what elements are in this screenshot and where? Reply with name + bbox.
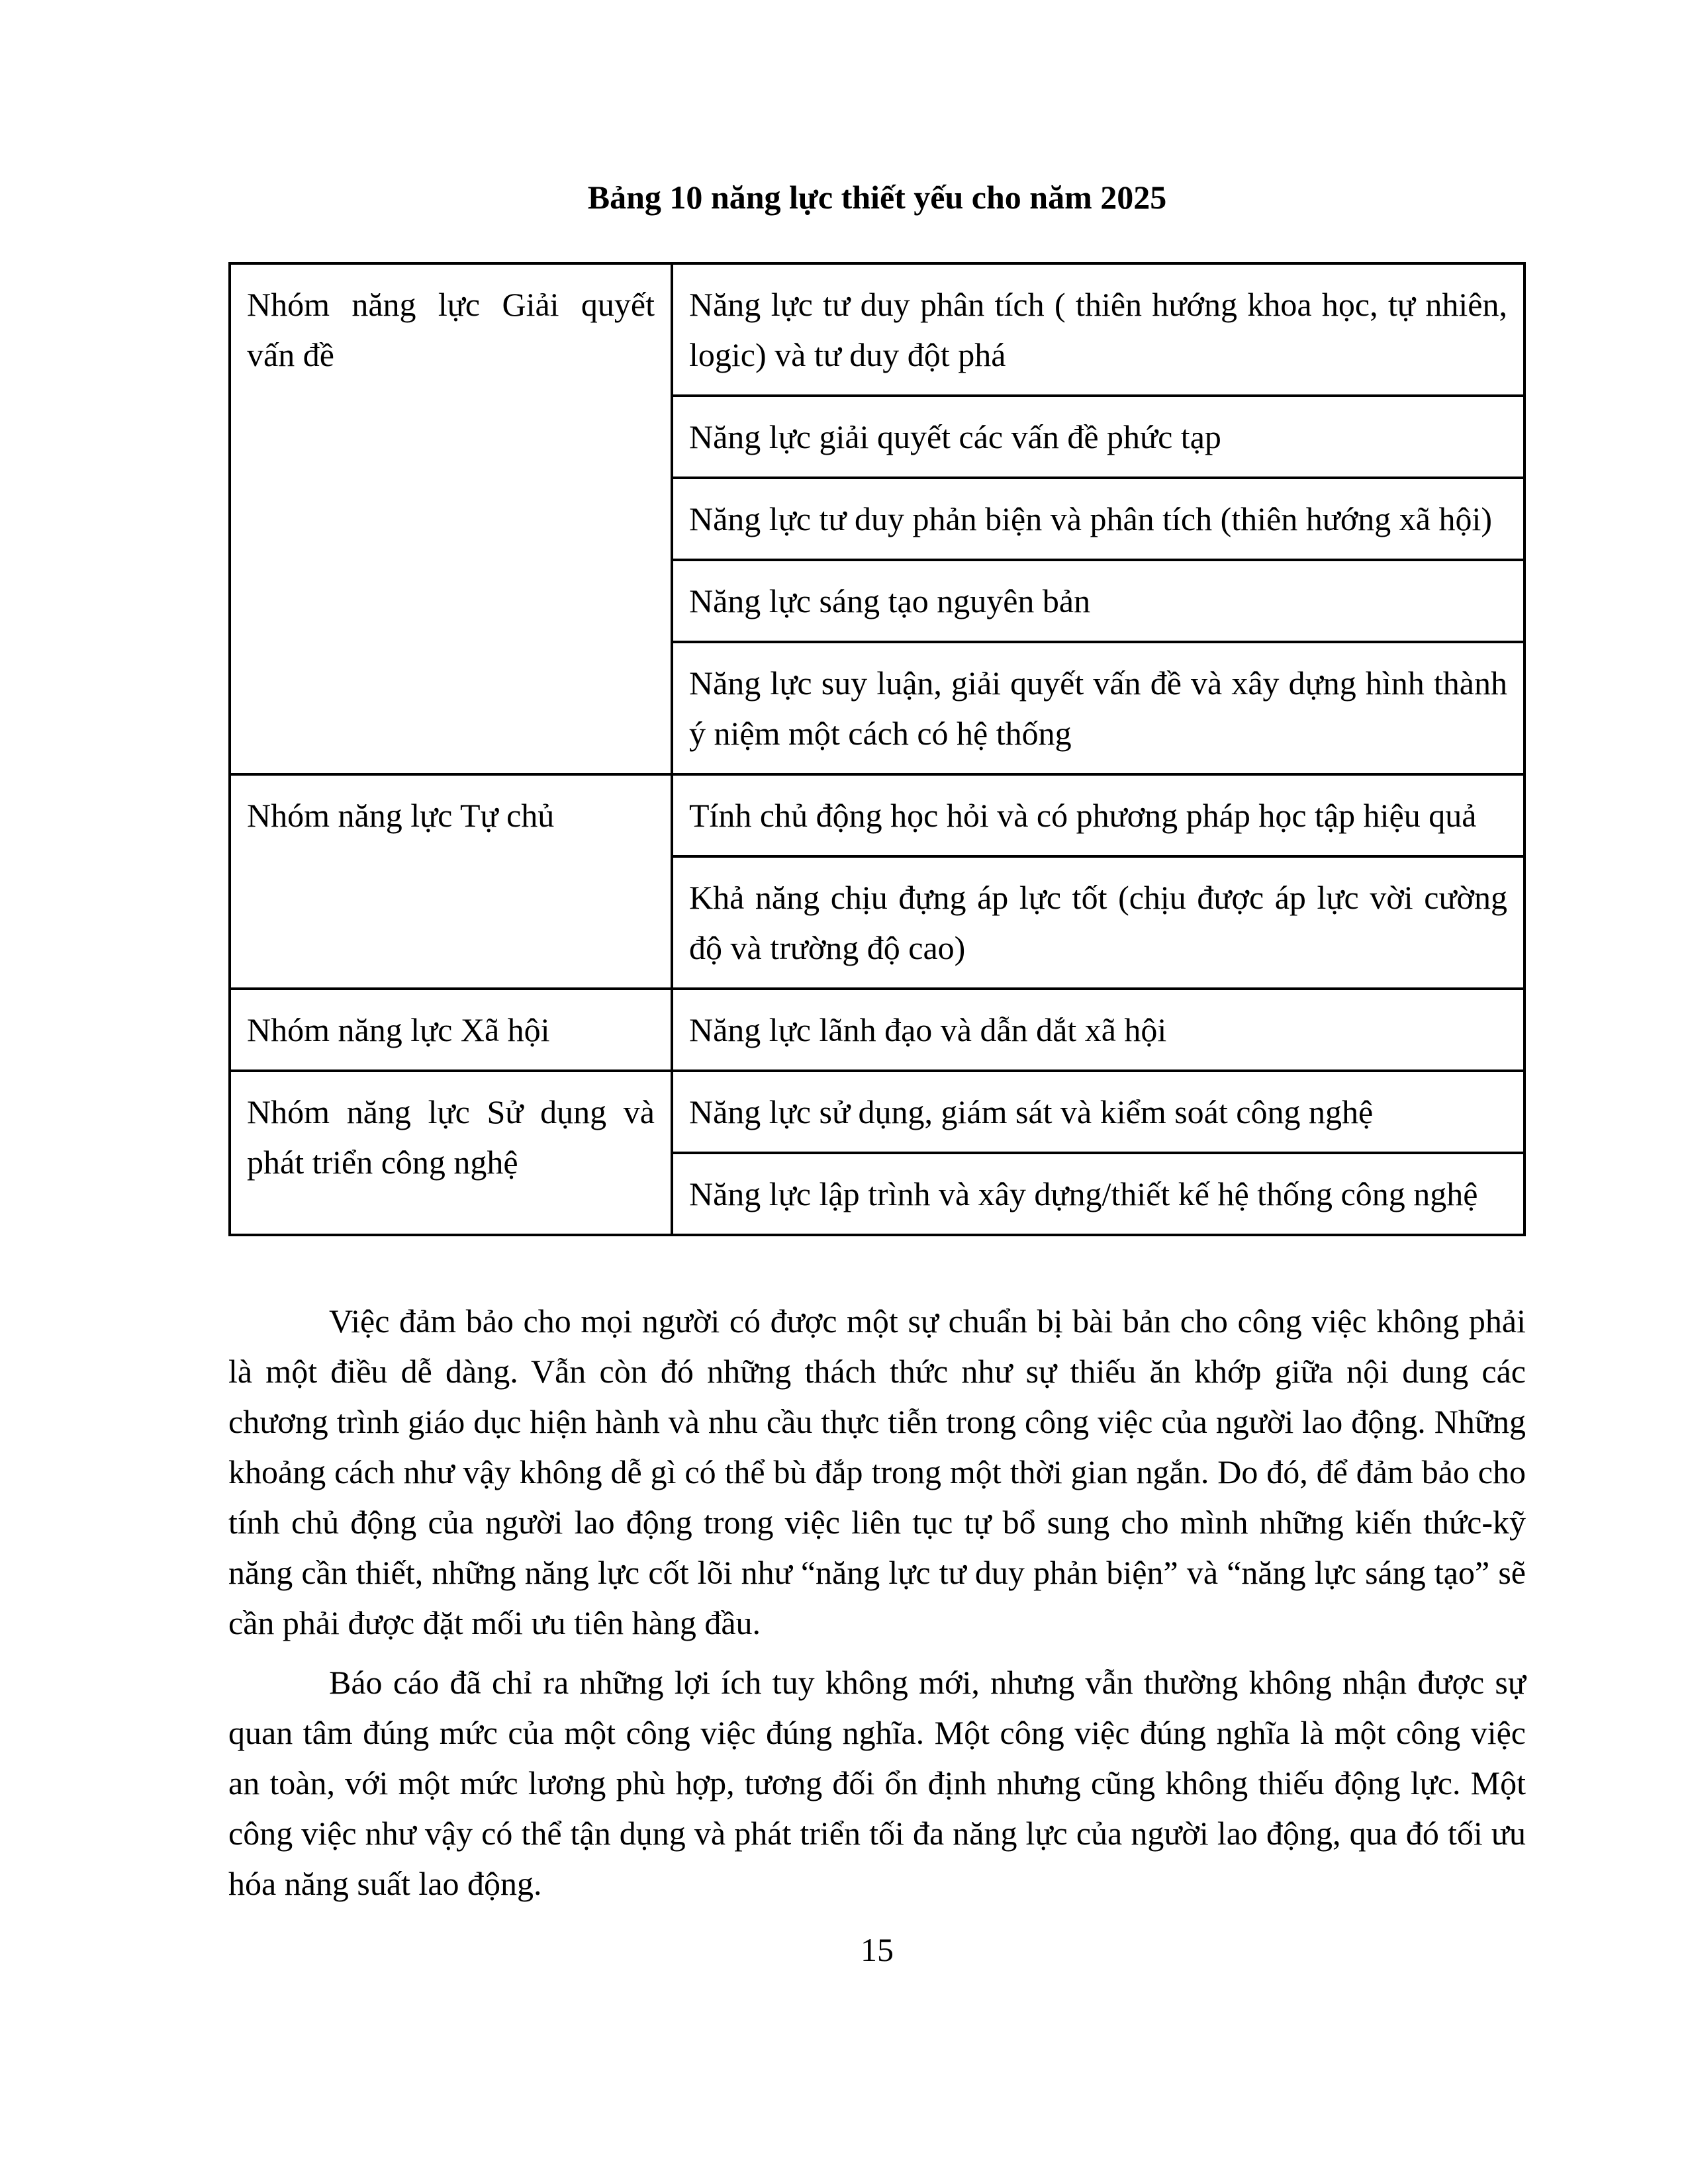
table-row [230,1071,1524,1153]
group-cell-technology: Nhóm năng lực Sử dụng và phát triển công nghệ [230,1071,672,1235]
paragraph-1: Việc đảm bảo cho mọi người có được một sự chuẩn bị bài bản cho công việc không phải là một điều dễ dàng. Vẫn còn đó những thách thức như sự thiếu ăn khớp giữa nội dung các chương trình giáo dục hiện hành và nhu cầu thực tiễn trong công việc của người lao động. Những khoảng cách như vậy không dễ gì có thể bù đắp trong một thời gian ngắn. Do đó, để đảm bảo cho tính chủ động của người lao động trong việc liên tục tự bổ sung cho mình những kiến thức-kỹ năng cần thiết, những năng lực cốt lõi như “năng lực tư duy phản biện” và “năng lực sáng tạo” sẽ cần phải được đặt mối ưu tiên hàng đầu. [228,1302,1526,1641]
group-cell-social: Nhóm năng lực Xã hội [230,989,672,1071]
competency-table [228,262,1526,1236]
body-text [228,1296,1526,1909]
competency-cell: Năng lực sáng tạo nguyên bản [672,560,1524,642]
paragraph-2: Báo cáo đã chỉ ra những lợi ích tuy không mới, nhưng vẫn thường không nhận được sự quan tâm đúng mức của một công việc đúng nghĩa. Một công việc đúng nghĩa là một công việc an toàn, với một mức lương phù hợp, tương đối ổn định nhưng cũng không thiếu động lực. Một công việc như vậy có thể tận dụng và phát triển tối đa năng lực của người lao động, qua đó tối ưu hóa năng suất lao động. [228,1664,1526,1902]
competency-cell: Năng lực lập trình và xây dựng/thiết kế hệ thống công nghệ [672,1153,1524,1235]
competency-cell: Năng lực suy luận, giải quyết vấn đề và xây dựng hình thành ý niệm một cách có hệ thống [672,642,1524,774]
group-cell-autonomy: Nhóm năng lực Tự chủ [230,774,672,989]
page-number: 15 [861,1931,894,1968]
competency-cell: Năng lực tư duy phản biện và phân tích (thiên hướng xã hội) [672,478,1524,560]
competency-cell: Tính chủ động học hỏi và có phương pháp học tập hiệu quả [672,774,1524,856]
competency-cell: Năng lực giải quyết các vấn đề phức tạp [672,396,1524,478]
table-row [230,263,1524,396]
page-title: Bảng 10 năng lực thiết yếu cho năm 2025 [587,179,1167,216]
competency-cell: Khả năng chịu đựng áp lực tốt (chịu được áp lực vời cường độ và trường độ cao) [672,856,1524,989]
competency-cell: Năng lực lãnh đạo và dẫn dắt xã hội [672,989,1524,1071]
table-row [230,774,1524,856]
competency-cell: Năng lực sử dụng, giám sát và kiểm soát công nghệ [672,1071,1524,1153]
group-cell-problem-solving: Nhóm năng lực Giải quyết vấn đề [230,263,672,774]
table-row [230,989,1524,1071]
competency-cell: Năng lực tư duy phân tích ( thiên hướng khoa học, tự nhiên, logic) và tư duy đột phá [672,263,1524,396]
